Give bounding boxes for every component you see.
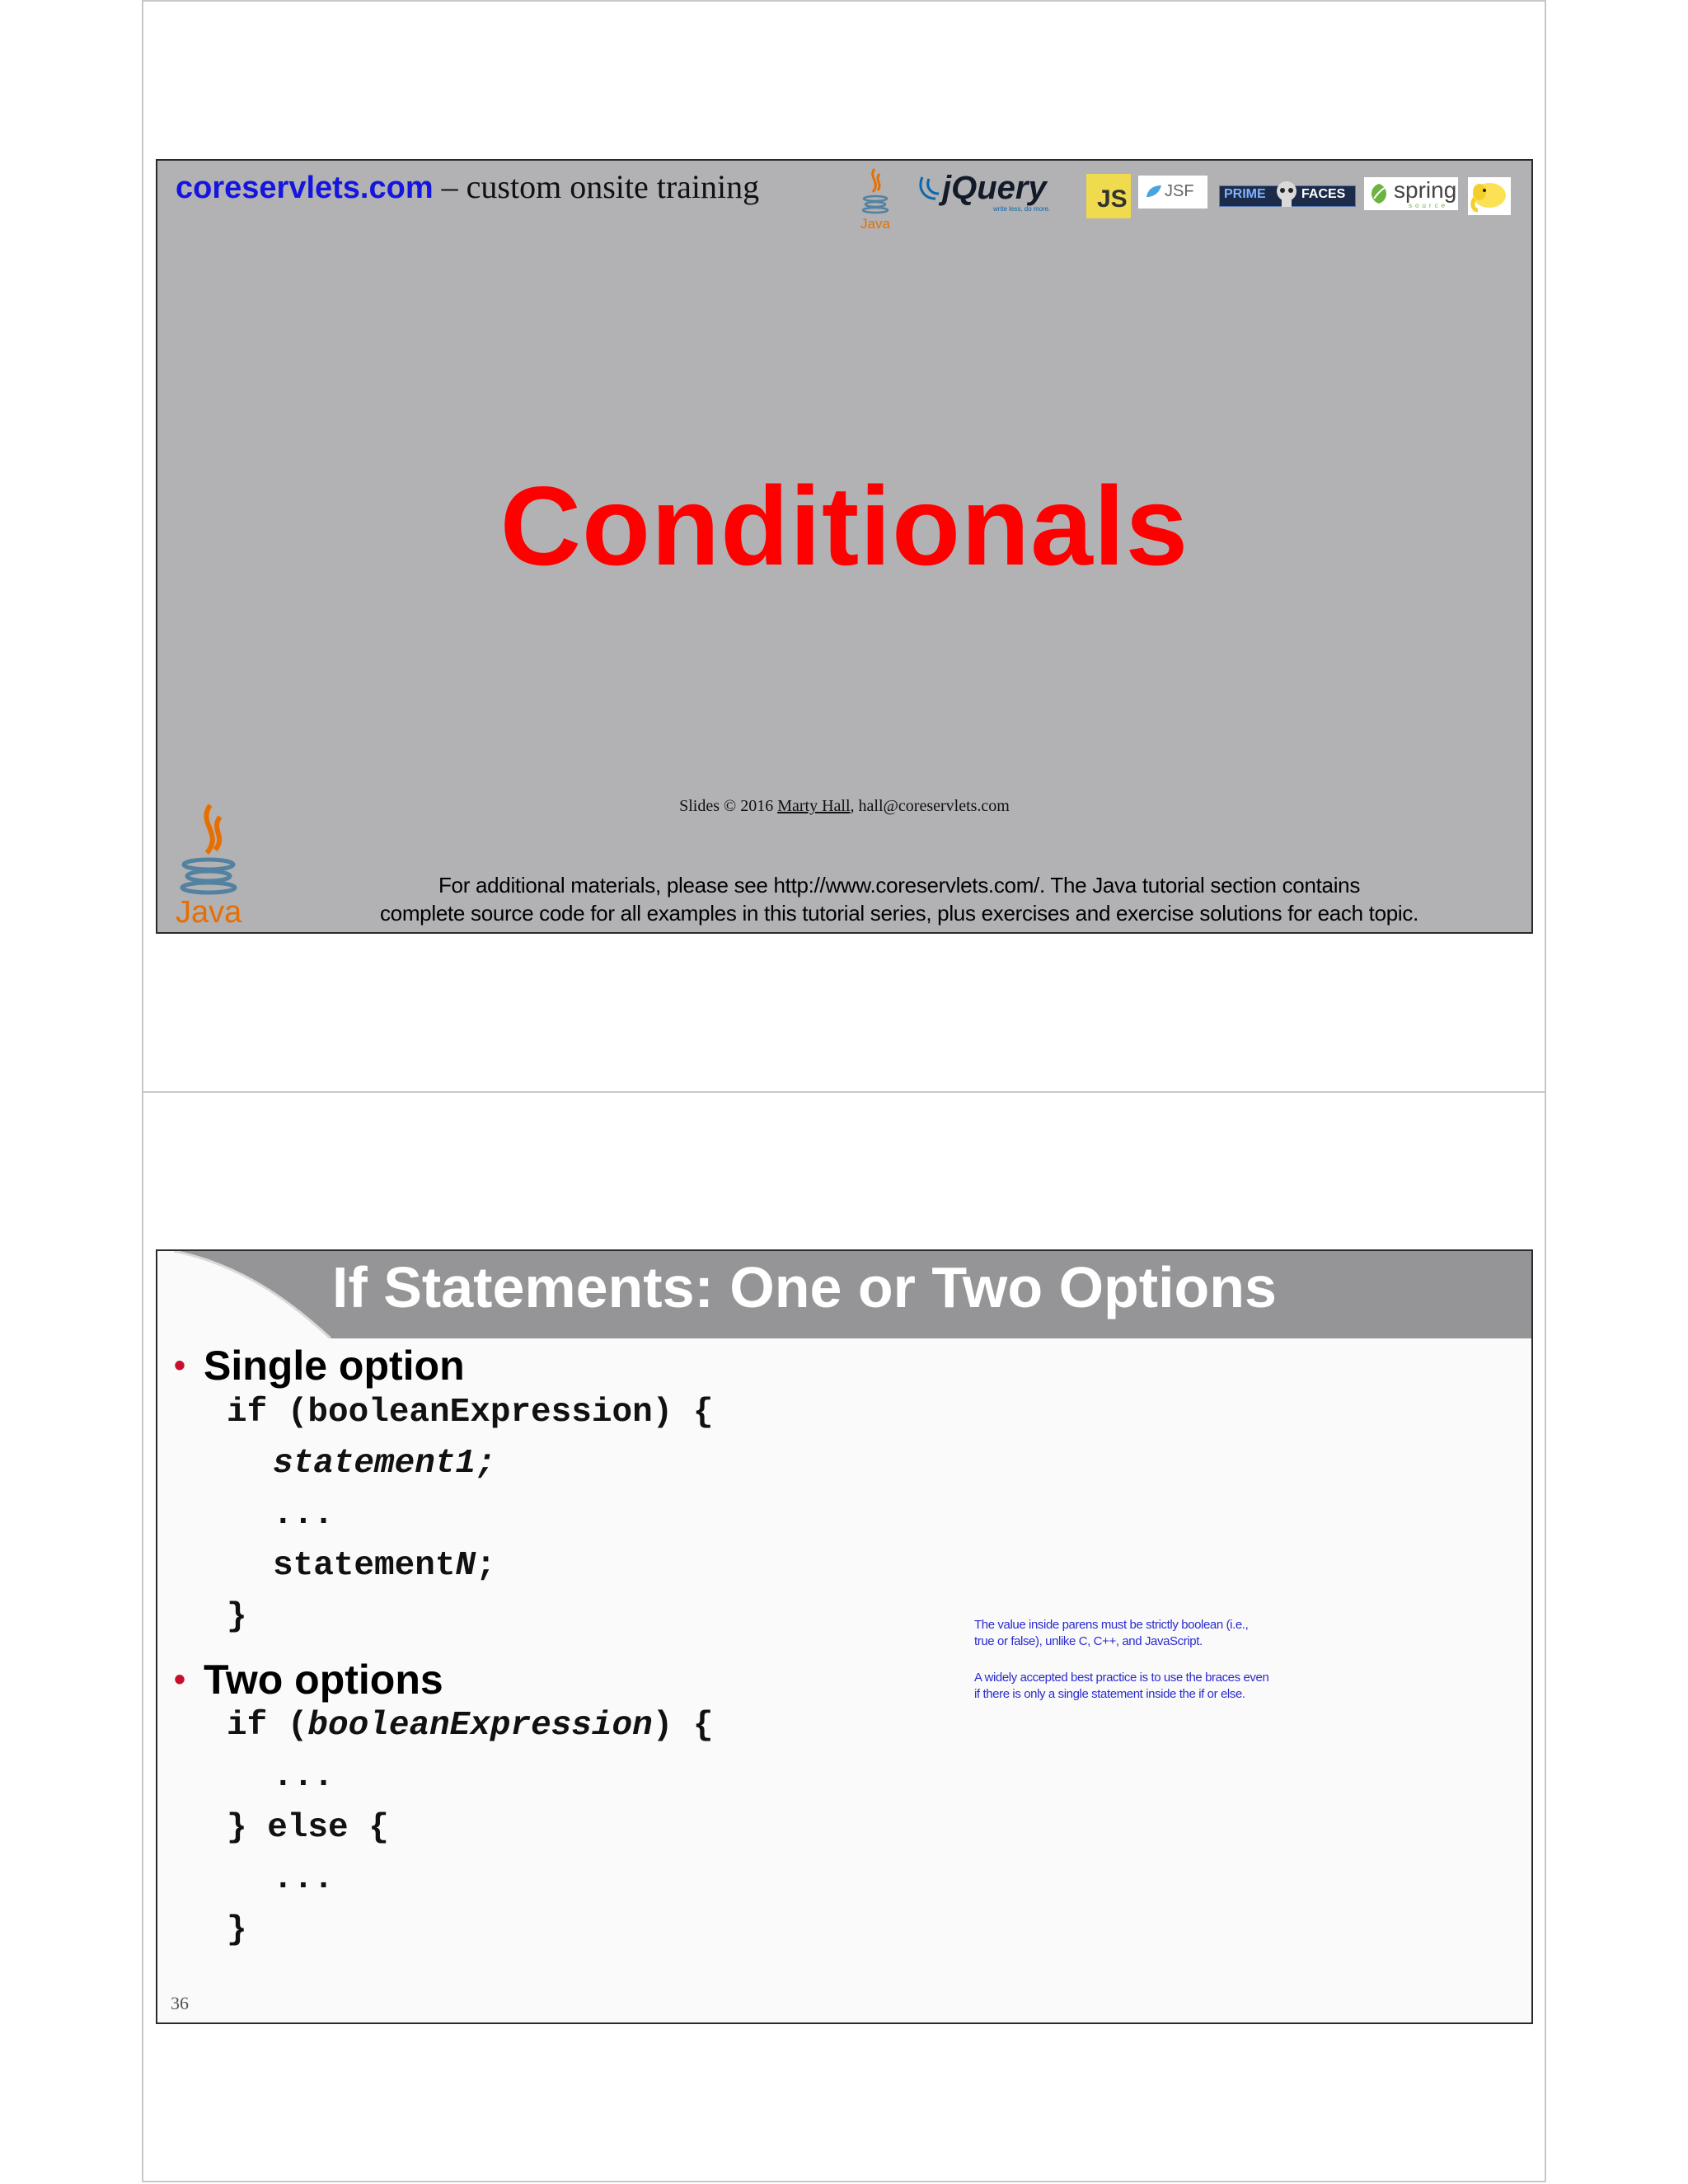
code-token: N [455,1547,476,1585]
bullet-two-options [174,1656,443,1704]
code-line [227,1707,714,1745]
code-token: ... [273,1860,334,1898]
jquery-logo [917,169,1082,215]
slide-header [176,167,759,206]
code-token: } [227,1911,247,1949]
code-token: if ( [227,1707,308,1745]
header-tagline: – custom onsite training [433,168,760,205]
primefaces-logo-prime: PRIME [1224,187,1266,201]
svg-text:jQuery: jQuery [942,170,1047,206]
code-line [227,1809,389,1847]
title-slide [156,159,1533,934]
java-logo [858,166,893,232]
primefaces-logo-faces: FACES [1301,187,1346,201]
code-line [227,1598,247,1636]
jsf-logo-text: JSF [1165,182,1194,200]
svg-text:Java: Java [176,895,242,926]
title-swoosh [157,1251,339,1338]
note-line: if there is only a single statement inside the if or else. [974,1687,1245,1701]
code-line [273,1445,496,1483]
code-token: } [227,1598,247,1636]
svg-text:write less, do more.: write less, do more. [993,205,1051,213]
bullet-label: Single option [204,1343,465,1389]
code-line [273,1860,334,1898]
code-token: statement [273,1547,456,1585]
code-line [227,1911,247,1949]
spring-logo-subtext: source [1409,202,1449,209]
spring-leaf-icon [1367,182,1390,205]
code-line [273,1547,496,1585]
javascript-logo-text: JS [1097,185,1128,213]
code-token: ... [273,1758,334,1796]
author-link[interactable]: Marty Hall [777,797,851,815]
copyright-prefix: Slides © 2016 [679,797,778,815]
skull-icon [1275,179,1298,210]
bullet-label: Two options [204,1657,443,1703]
slide-footer [281,871,1517,927]
svg-text:Java: Java [860,216,890,232]
footer-line-2: complete source code for all examples in this tutorial series, plus exercises and exercise solutions for each topic. [379,901,1419,926]
note-line: true or false), unlike C, C++, and JavaScript. [974,1634,1203,1648]
code-token: statement1; [273,1445,496,1483]
leaf-icon [1145,184,1163,199]
code-line [273,1758,334,1796]
slide-title-bar [157,1251,1531,1338]
bullet-dot-icon: • [174,1347,186,1384]
copyright-line [157,797,1531,816]
slide-title: If Statements: One or Two Options [332,1255,1277,1319]
bullet-dot-icon: • [174,1661,186,1698]
hadoop-logo [1468,177,1511,215]
code-token: booleanExpression [307,1707,653,1745]
note-line: The value inside parens must be strictly boolean (i.e., [974,1618,1249,1632]
code-token: if (booleanExpression) { [227,1394,714,1432]
code-line [273,1496,334,1534]
bullet-single-option [174,1342,465,1390]
code-token: } else { [227,1809,389,1847]
note-line: A widely accepted best practice is to use the braces even [974,1671,1269,1685]
note-boolean [974,1617,1320,1650]
note-braces [974,1670,1320,1703]
code-line [227,1394,714,1432]
content-slide [156,1249,1533,2024]
page-number: 36 [171,1993,189,2013]
java-logo-large [172,802,246,926]
page-divider [142,1091,1546,1093]
spring-logo-text: spring [1394,177,1457,203]
footer-line-1: For additional materials, please see http://www.coreservlets.com/. The Java tutorial section contains [438,873,1361,898]
copyright-suffix: , hall@coreservlets.com [850,797,1010,815]
slide-title: Conditionals [499,463,1189,588]
code-token: ) { [652,1707,714,1745]
code-token: ... [273,1496,334,1534]
code-token: ; [476,1547,496,1585]
brand-link[interactable]: coreservlets.com [176,171,434,205]
